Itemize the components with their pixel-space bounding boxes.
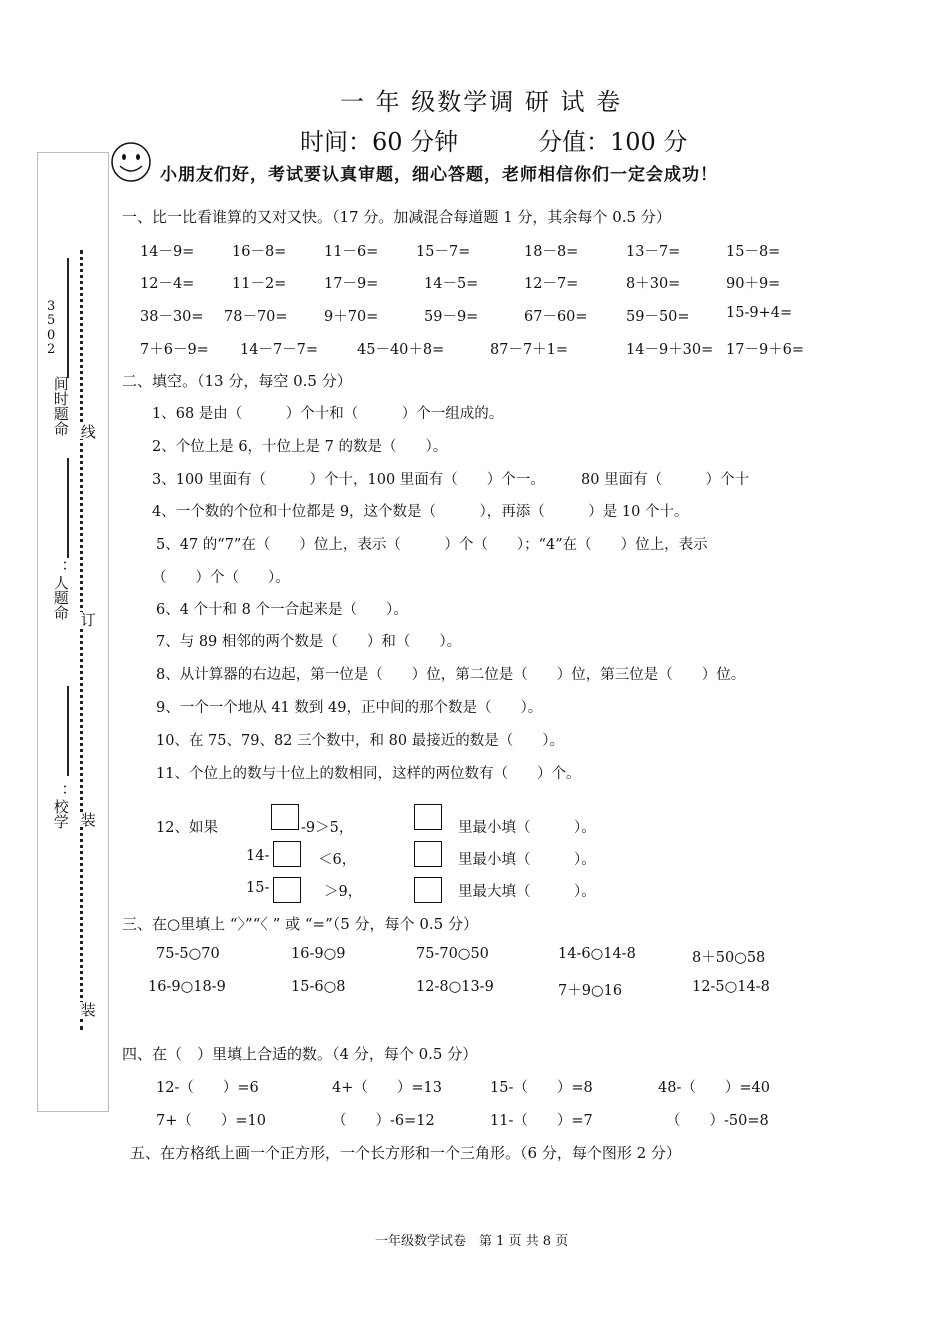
fill-item: 4、一个数的个位和十位都是 9，这个数是（ ），再添（ ）是 10 个十。	[152, 504, 689, 520]
fill-item: 11、个位上的数与十位上的数相同，这样的两位数有（ ）个。	[156, 766, 581, 782]
problem: 67－60=	[524, 309, 588, 325]
binding-margin	[37, 152, 109, 1112]
margin-line	[67, 686, 69, 776]
fill-item: 8、从计算器的右边起，第一位是（ ）位，第二位是（ ）位，第三位是（ ）位。	[156, 667, 746, 683]
compare-item: 15-6○8	[291, 979, 346, 995]
blank-item: （ ）-6=12	[332, 1113, 435, 1129]
section-5-heading: 五、在方格纸上画一个正方形，一个长方形和一个三角形。（6 分，每个图形 2 分）	[130, 1144, 681, 1162]
blank-item: 4+（ ）=13	[332, 1080, 442, 1096]
exam-score: 分值：100 分	[538, 128, 688, 156]
q12-answer: 里最小填（ ）。	[458, 852, 596, 868]
q12-answer: 里最小填（ ）。	[458, 820, 596, 836]
problem: 12－7=	[524, 276, 579, 292]
compare-item: 14-6○14-8	[558, 946, 636, 962]
section-4-heading: 四、在（ ）里填上合适的数。（4 分，每个 0.5 分）	[122, 1045, 478, 1063]
fill-item: 1、68 是由（ ）个十和（ ）个一组成的。	[152, 406, 504, 422]
page-footer: 一年级数学试卷 第 1 页 共 8 页	[375, 1234, 569, 1249]
problem: 38－30=	[140, 309, 204, 325]
problem: 14－7－7=	[240, 342, 319, 358]
q12-expr: 14-	[246, 848, 270, 864]
exam-code: 3502	[47, 299, 56, 357]
author-label: ：人题命	[51, 560, 70, 620]
q12-expr: -9＞5，	[301, 820, 354, 836]
q12-answer: 里最大填（ ）。	[458, 884, 596, 900]
answer-box[interactable]	[414, 877, 442, 903]
problem: 90＋9=	[726, 276, 781, 292]
compare-item: 12-5○14-8	[692, 979, 770, 995]
answer-box[interactable]	[271, 804, 299, 830]
compare-item: 16-9○9	[291, 946, 346, 962]
q12-expr: 15-	[246, 880, 270, 896]
problem: 78－70=	[224, 309, 288, 325]
problem: 17－9=	[324, 276, 379, 292]
answer-box[interactable]	[414, 804, 442, 830]
q12-expr: ＞9，	[324, 884, 363, 900]
blank-item: （ ）-50=8	[666, 1113, 769, 1129]
section-3-heading: 三、在○里填上 “〉”“〈 ” 或 “=”（5 分，每个 0.5 分）	[122, 915, 478, 933]
problem: 17－9＋6=	[726, 342, 805, 358]
compare-item: 7＋9○16	[558, 983, 623, 999]
smiley-face-icon	[110, 141, 152, 183]
blank-item: 11-（ ）=7	[490, 1113, 593, 1129]
answer-box[interactable]	[273, 877, 301, 903]
greeting-text: 小朋友们好，考试要认真审题，细心答题，老师相信你们一定会成功！	[160, 165, 718, 185]
problem: 14－5=	[424, 276, 479, 292]
problem: 14－9＋30=	[626, 342, 714, 358]
problem: 18－8=	[524, 244, 579, 260]
section-2-heading: 二、填空。（13 分，每空 0.5 分）	[122, 372, 352, 390]
problem: 13－7=	[626, 244, 681, 260]
problem: 7＋6－9=	[140, 342, 209, 358]
problem: 11－6=	[324, 244, 379, 260]
problem: 14－9=	[140, 244, 195, 260]
blank-item: 7+（ ）=10	[156, 1113, 266, 1129]
problem: 15－8=	[726, 244, 781, 260]
compare-item: 8＋50○58	[692, 950, 766, 966]
fill-item: 3、100 里面有（ ）个十，100 里面有（ ）个一。 80 里面有（ ）个十	[152, 472, 750, 488]
exam-time: 时间：60 分钟	[300, 128, 459, 156]
time-label: 间时题命	[51, 376, 70, 436]
problem: 45－40＋8=	[357, 342, 445, 358]
fill-item: 5、47 的“7”在（ ）位上，表示（ ）个（ ）；“4”在（ ）位上，表示	[156, 537, 708, 553]
margin-mark: 装	[78, 812, 97, 827]
problem: 16－8=	[232, 244, 287, 260]
answer-box[interactable]	[414, 841, 442, 867]
margin-mark: 装	[78, 1002, 97, 1017]
problem: 9＋70=	[324, 309, 379, 325]
blank-item: 12-（ ）=6	[156, 1080, 259, 1096]
problem: 12－4=	[140, 276, 195, 292]
blank-item: 48-（ ）=40	[658, 1080, 770, 1096]
margin-mark: 线	[78, 424, 97, 439]
exam-title: 一 年 级数学调 研 试 卷	[340, 88, 623, 116]
problem: 8＋30=	[626, 276, 681, 292]
problem: 11－2=	[232, 276, 287, 292]
margin-line	[67, 458, 69, 558]
problem: 59－50=	[626, 309, 690, 325]
fill-item: （ ）个（ ）。	[152, 570, 290, 586]
fill-item: 7、与 89 相邻的两个数是（ ）和（ ）。	[156, 634, 462, 650]
problem: 15-9+4=	[726, 305, 793, 321]
blank-item: 15-（ ）=8	[490, 1080, 593, 1096]
compare-item: 75-70○50	[416, 946, 489, 962]
fill-item: 9、一个一个地从 41 数到 49，正中间的那个数是（ ）。	[156, 700, 543, 716]
margin-mark: 订	[78, 612, 97, 627]
compare-item: 75-5○70	[156, 946, 220, 962]
fill-item: 10、在 75、79、82 三个数中，和 80 最接近的数是（ ）。	[156, 733, 564, 749]
q12-expr: ＜6，	[318, 852, 357, 868]
fill-item: 6、4 个十和 8 个一合起来是（ ）。	[156, 602, 408, 618]
compare-item: 12-8○13-9	[416, 979, 494, 995]
fill-item: 2、个位上是 6，十位上是 7 的数是（ ）。	[152, 439, 448, 455]
answer-box[interactable]	[273, 841, 301, 867]
q12-label: 12、如果	[156, 820, 218, 836]
compare-item: 16-9○18-9	[148, 979, 226, 995]
margin-line	[67, 258, 69, 378]
problem: 59－9=	[424, 309, 479, 325]
dotted-cut-line	[80, 250, 83, 1030]
problem: 87－7＋1=	[490, 342, 569, 358]
problem: 15－7=	[416, 244, 471, 260]
section-1-heading: 一、比一比看谁算的又对又快。（17 分。加减混合每道题 1 分，其余每个 0.5 分）	[122, 208, 671, 226]
school-label: ：校学	[51, 784, 70, 829]
